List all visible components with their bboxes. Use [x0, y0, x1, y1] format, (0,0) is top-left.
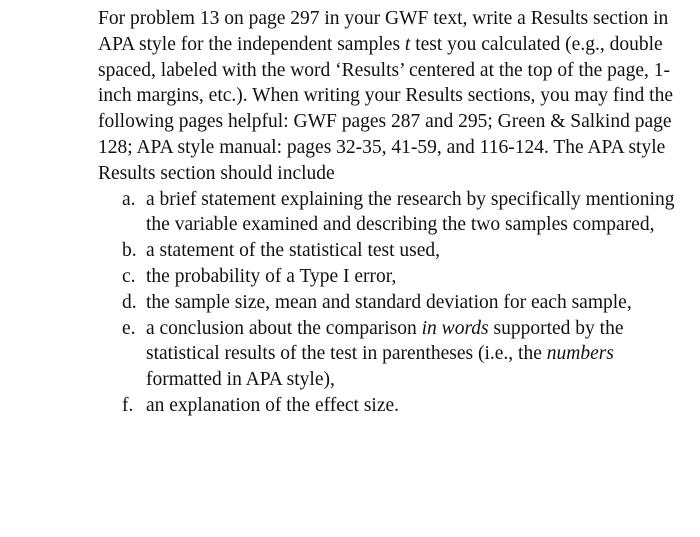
list-marker: c. — [122, 265, 136, 287]
list-item — [122, 316, 678, 393]
problem-statement-paragraph — [98, 6, 678, 187]
list-item-text: the sample size, mean and standard deviation for each sample, — [146, 291, 632, 313]
segment-text: supported by the statistical results of the test in parentheses (i.e., the — [146, 317, 624, 365]
list-item — [122, 238, 678, 264]
list-marker: f. — [122, 394, 134, 416]
list-item-text: a statement of the statistical test used, — [146, 240, 441, 262]
list-marker: e. — [122, 317, 136, 339]
list-marker: b. — [122, 240, 137, 262]
document-page — [98, 6, 678, 419]
list-item-text: the probability of a Type I error, — [146, 265, 397, 287]
segment-text: a conclusion about the comparison — [146, 317, 422, 339]
statement-text: test you calculated (e.g., double spaced, labeled with the word ‘Results’ centered at the top of the page, 1-inch margins, etc.). When writing your Results sections, you may find the following pages helpful: GWF pages 287 and 295; Green & Salkind page 128; APA style manual: pages 32-35, 41-59, and 116-124. The APA style Results section should include — [98, 33, 673, 184]
list-item-text — [146, 318, 624, 391]
list-item-text: a brief statement explaining the research by specifically mentioning the variable examined and describing the two samples compared, — [146, 188, 675, 236]
list-item — [122, 187, 678, 239]
list-item — [122, 264, 678, 290]
list-item — [122, 393, 678, 419]
segment-italic-in-words: in words — [421, 317, 489, 339]
list-item-text: an explanation of the effect size. — [146, 394, 400, 416]
segment-italic-numbers: numbers — [546, 343, 614, 365]
list-marker: a. — [122, 188, 136, 210]
segment-text: formatted in APA style), — [146, 369, 335, 391]
list-marker: d. — [122, 291, 137, 313]
list-item — [122, 290, 678, 316]
statement-text: For problem 13 on page 297 in your GWF text, write a Results section in APA style for the independent samples — [98, 8, 669, 55]
statement-italic-t: t — [404, 33, 411, 55]
requirements-list — [98, 187, 678, 419]
